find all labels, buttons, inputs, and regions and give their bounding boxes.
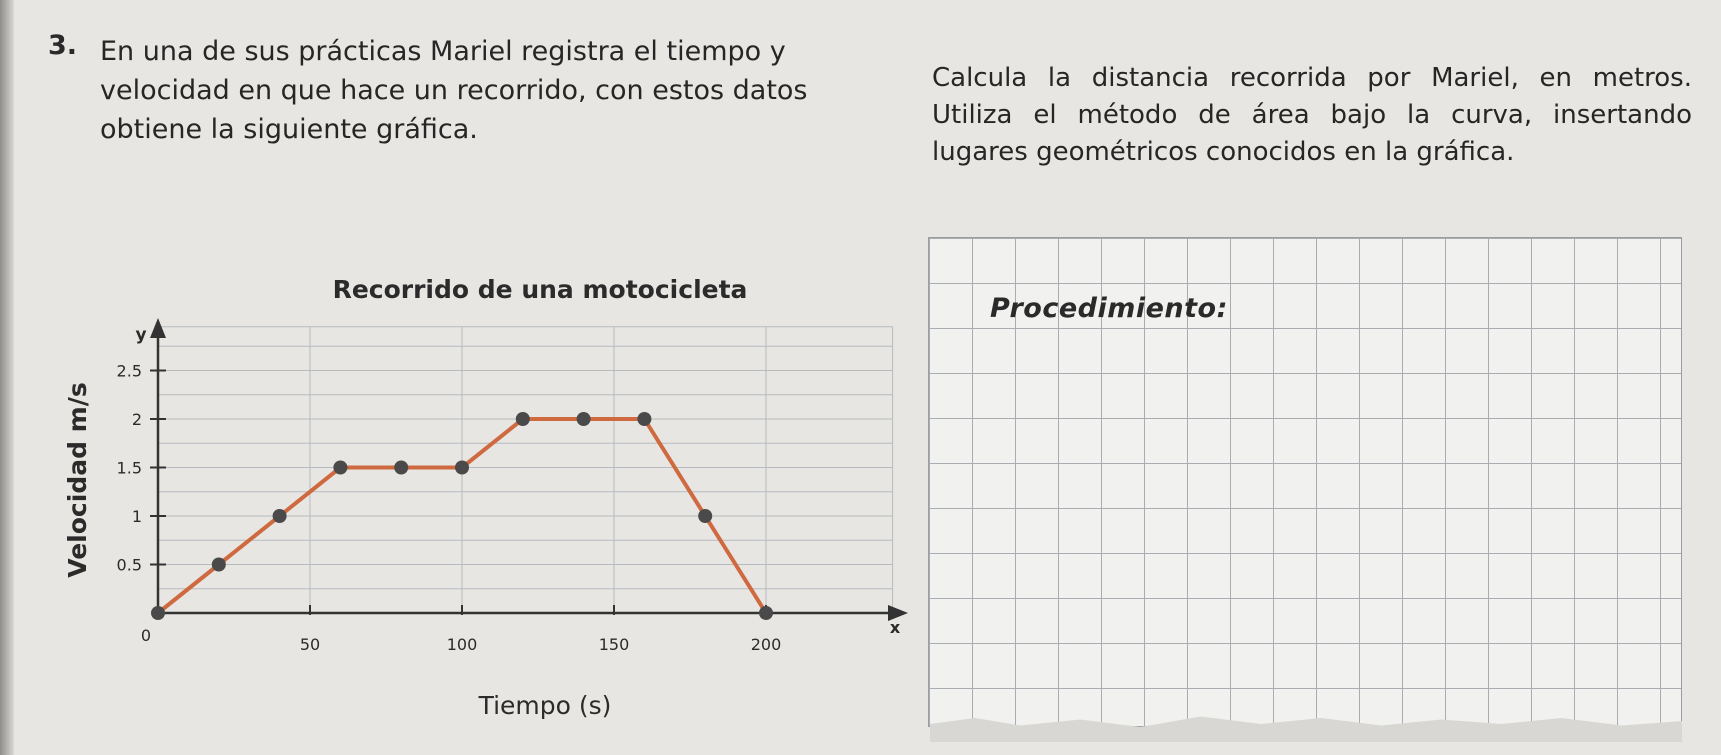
x-axis-letter: x <box>889 618 901 637</box>
chart-grid <box>158 327 893 613</box>
x-tick-label: 200 <box>750 635 782 654</box>
data-point <box>637 412 651 426</box>
y-tick-label: 1.5 <box>116 458 142 478</box>
origin-label: 0 <box>140 626 152 645</box>
task-text: Calcula la distancia recorrida por Mariel, en metros. Utiliza el método de área bajo la curva, insertando lugares geométricos conocidos en la gráfica. <box>932 63 1692 167</box>
y-axis-letter: y <box>135 325 147 345</box>
question-text: En una de sus prácticas Mariel registra el tiempo y velocidad en que hace un recorrido, con estos datos obtiene la siguiente gráfica. <box>100 36 808 145</box>
y-tick-label: 1 <box>131 507 142 526</box>
data-point <box>698 509 712 523</box>
chart-axes <box>150 318 908 621</box>
data-point <box>273 509 287 523</box>
x-tick-label: 150 <box>598 635 630 654</box>
y-tick-label: 2 <box>131 410 142 429</box>
chart-title: Recorrido de una motocicleta <box>332 275 748 304</box>
data-point <box>333 461 347 475</box>
data-point <box>212 558 226 572</box>
data-point <box>516 412 530 426</box>
y-axis-arrow <box>150 318 166 338</box>
chart-ticks <box>117 362 782 655</box>
question-number: 3. <box>48 30 78 61</box>
data-point <box>577 412 591 426</box>
data-point <box>151 606 165 620</box>
data-point <box>759 606 773 620</box>
y-tick-label: 0.5 <box>116 555 142 575</box>
x-tick-label: 100 <box>446 635 478 654</box>
data-point <box>455 461 469 475</box>
data-point <box>394 461 408 475</box>
x-tick-label: 50 <box>299 635 321 654</box>
y-tick-label: 2.5 <box>116 361 142 381</box>
procedure-label: Procedimiento: <box>990 293 1228 324</box>
x-axis-label: Tiempo (s) <box>478 691 612 720</box>
y-axis-label: Velocidad m/s <box>63 382 92 578</box>
